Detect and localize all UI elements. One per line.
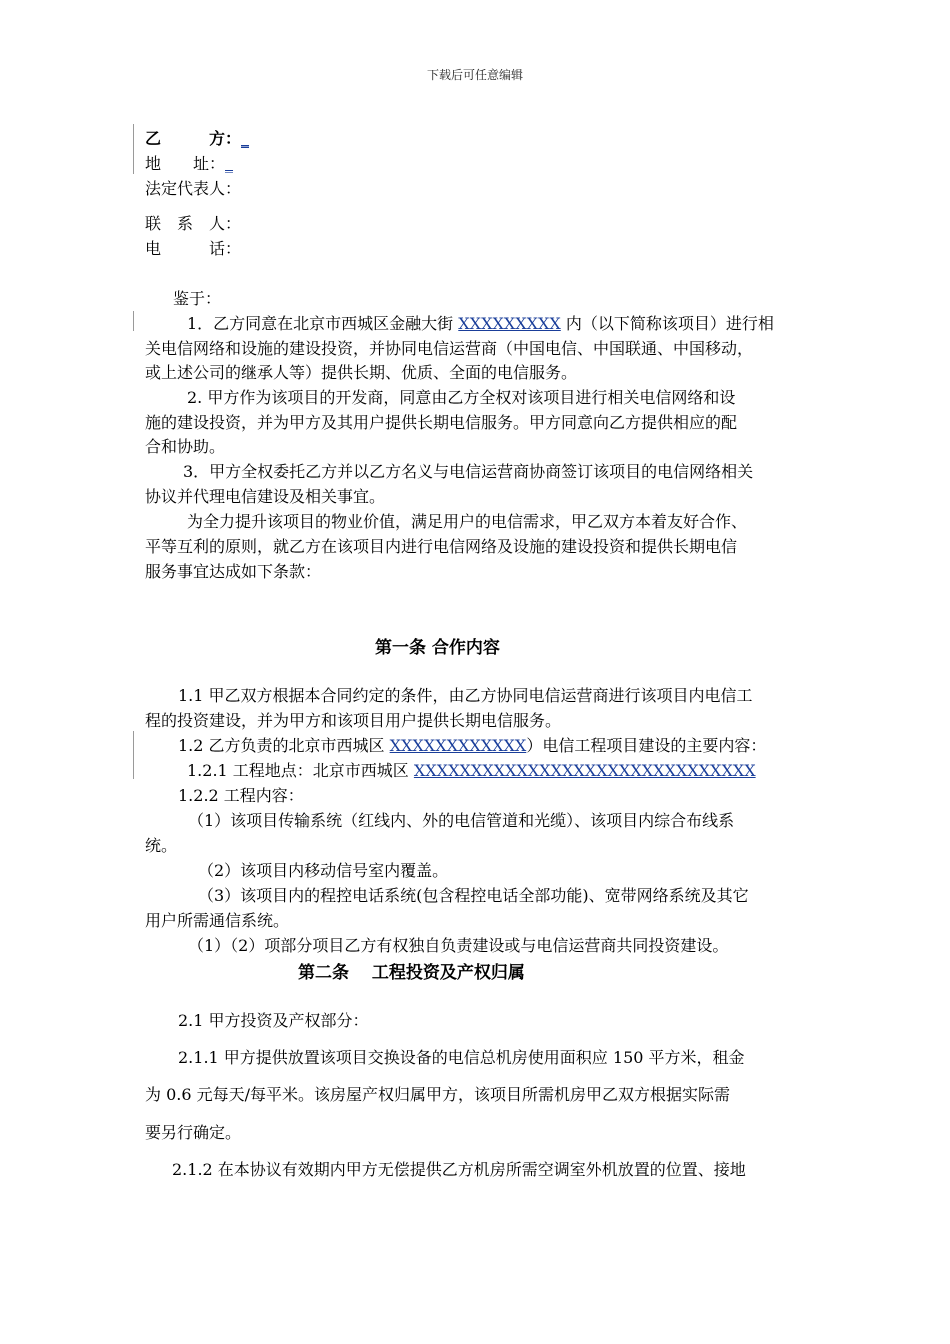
clause-2-1-1-line3: 要另行确定。	[145, 1123, 242, 1142]
preamble-item-1	[187, 311, 917, 336]
clause-1-2-text: 1.2 乙方负责的北京市西城区	[178, 736, 390, 755]
revision-mark	[133, 731, 134, 779]
preamble-item-2-line3: 合和协助。	[145, 437, 226, 456]
preamble-item-3-line2: 协议并代理电信建设及相关事宜。	[145, 487, 386, 506]
purpose-line2: 平等互利的原则，就乙方在该项目内进行电信网络及设施的建设投资和提供长期电信	[145, 537, 738, 556]
clause-1-2-1-text: 1.2.1 工程地点：北京市西城区	[187, 761, 414, 780]
clause-2-1-1-line1: 2.1.1 甲方提供放置该项目交换设备的电信总机房使用面积应 150 平方米，租金	[178, 1048, 745, 1067]
party-b-value[interactable]: _	[241, 129, 250, 148]
clause-1-1-line1: 1.1 甲乙双方根据本合同约定的条件，由乙方协同电信运营商进行该项目内电信工	[178, 686, 753, 705]
project-address-link[interactable]: XXXXXXXXX	[458, 314, 561, 333]
legal-rep-line: 法定代表人：	[145, 179, 242, 198]
address-value[interactable]: _	[225, 154, 234, 173]
preamble-item-1-text: 1．乙方同意在北京市西城区金融大街	[187, 314, 459, 333]
party-b-line	[145, 126, 875, 151]
page-header-note: 下载后可任意编辑	[426, 68, 523, 82]
contact-line: 联 系 人：	[145, 214, 242, 233]
preamble-item-1-line3: 或上述公司的继承人等）提供长期、优质、全面的电信服务。	[145, 363, 578, 382]
party-b-label: 乙 方：	[145, 129, 242, 148]
clause-1-2-text-end: ）电信工程项目建设的主要内容：	[526, 736, 767, 755]
preamble-item-1-text-end: 内（以下简称该项目）进行相	[560, 314, 774, 333]
content-item-3-line2: 用户所需通信系统。	[145, 911, 290, 930]
content-item-2: （2）该项目内移动信号室内覆盖。	[198, 861, 449, 880]
whereas-heading: 鉴于：	[173, 289, 222, 308]
address-line	[145, 151, 875, 176]
revision-mark	[133, 124, 134, 174]
clause-1-2-1	[187, 758, 917, 783]
project-name-link[interactable]: XXXXXXXXXXXX	[389, 736, 527, 755]
clause-2-1: 2.1 甲方投资及产权部分：	[178, 1011, 369, 1030]
address-label: 地 址：	[145, 154, 226, 173]
preamble-item-3-line1: 3．甲方全权委托乙方并以乙方名义与电信运营商协商签订该项目的电信网络相关	[183, 462, 754, 481]
content-item-3-line1: （3）该项目内的程控电话系统(包含程控电话全部功能)、宽带网络系统及其它	[198, 886, 749, 905]
article-2-title: 第二条 工程投资及产权归属	[298, 963, 525, 983]
clause-1-1-line2: 程的投资建设，并为甲方和该项目用户提供长期电信服务。	[145, 711, 562, 730]
preamble-item-2-line2: 施的建设投资，并为甲方及其用户提供长期电信服务。甲方同意向乙方提供相应的配	[145, 413, 738, 432]
clause-2-1-2-line1: 2.1.2 在本协议有效期内甲方无偿提供乙方机房所需空调室外机放置的位置、接地	[172, 1160, 746, 1179]
clause-1-2	[178, 733, 908, 758]
phone-line: 电 话：	[145, 239, 242, 258]
preamble-item-1-line2: 关电信网络和设施的建设投资，并协同电信运营商（中国电信、中国联通、中国移动，	[145, 339, 754, 358]
purpose-line1: 为全力提升该项目的物业价值，满足用户的电信需求，甲乙双方本着友好合作、	[187, 512, 748, 531]
revision-mark	[133, 311, 134, 331]
content-item-1-line2: 统。	[145, 836, 178, 855]
project-location-link[interactable]: XXXXXXXXXXXXXXXXXXXXXXXXXXXXXX	[413, 761, 756, 780]
article-1-title: 第一条 合作内容	[375, 638, 500, 658]
content-item-1-line1: （1）该项目传输系统（红线内、外的电信管道和光缆）、该项目内综合布线系	[188, 811, 735, 830]
clause-1-2-2: 1.2.2 工程内容：	[178, 786, 304, 805]
content-item-4: （1）（2）项部分项目乙方有权独自负责建设或与电信运营商共同投资建设。	[188, 936, 729, 955]
purpose-line3: 服务事宜达成如下条款：	[145, 562, 322, 581]
clause-2-1-1-line2: 为 0.6 元每天/每平米。该房屋产权归属甲方，该项目所需机房甲乙双方根据实际需	[145, 1085, 731, 1104]
preamble-item-2-line1: 2. 甲方作为该项目的开发商，同意由乙方全权对该项目进行相关电信网络和设	[187, 388, 736, 407]
